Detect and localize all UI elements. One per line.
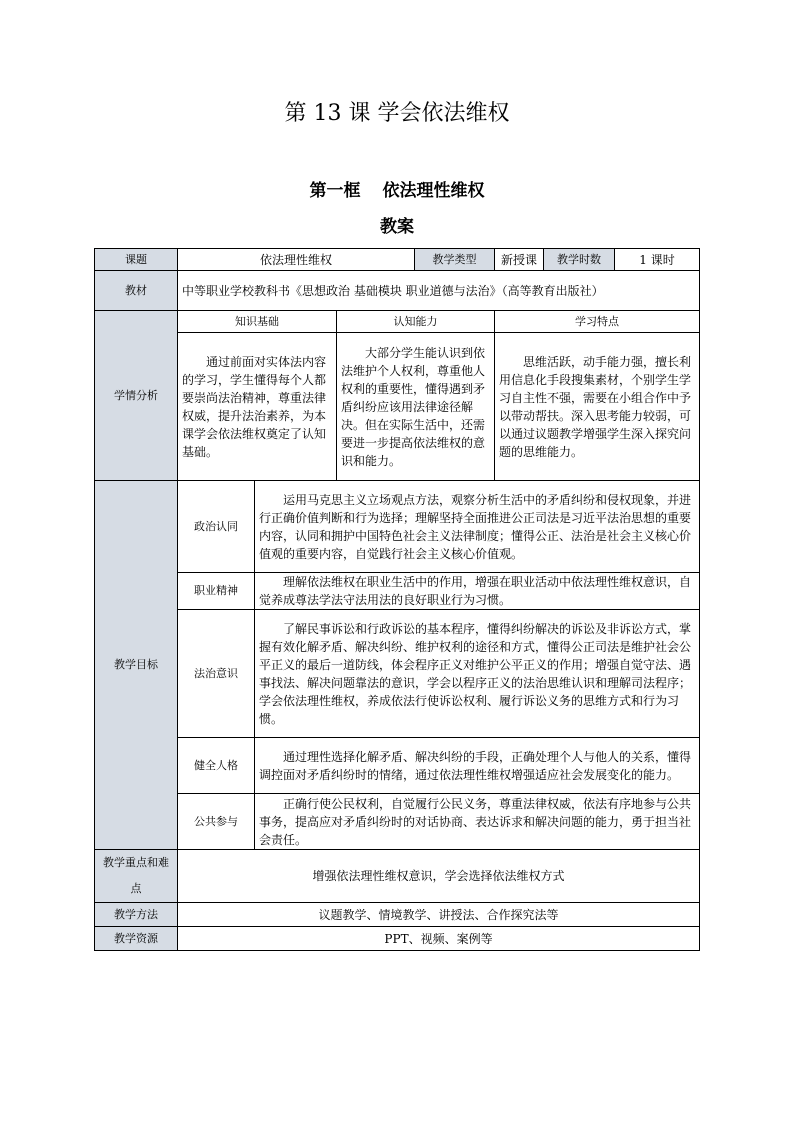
topic-value: 依法理性维权 [178,249,415,271]
frame-number: 第一框 [309,181,361,201]
key-points-value: 增强依法理性维权意识，学会选择依法维权方式 [178,850,700,903]
teaching-type-value: 新授课 [495,249,544,271]
goal-personality-name: 健全人格 [178,738,255,794]
analysis-cognition-text: 大部分学生能认识到依法维护个人权利，尊重他人权利的重要性，懂得遇到矛盾纠纷应该用法律途径解决。但在实际生活中，还需要进一步提高依法维权的意识和能力。 [337,333,495,481]
analysis-header-traits: 学习特点 [495,311,700,333]
key-points-label: 教学重点和难点 [95,850,178,903]
goals-label: 教学目标 [95,481,178,850]
goal-professional-text: 理解依法维权在职业生活中的作用，增强在职业活动中依法理性维权意识，自觉养成尊法学法守法用法的良好职业行为习惯。 [255,573,700,610]
goal-political-text: 运用马克思主义立场观点方法，观察分析生活中的矛盾纠纷和侵权现象，并进行正确价值判断和行为选择；理解坚持全面推进公正司法是习近平法治思想的重要内容，认同和拥护中国特色社会主义法律制度；懂得公正、法治是社会主义核心价值观的重要内容，自觉践行社会主义核心价值观。 [255,481,700,573]
analysis-traits-text: 思维活跃，动手能力强，擅长利用信息化手段搜集素材，个别学生学习自主性不强，需要在小组合作中予以带动帮扶。深入思考能力较弱，可以通过议题教学增强学生深入探究问题的思维能力。 [495,333,700,481]
goal-political-name: 政治认同 [178,481,255,573]
frame-heading [0,176,794,201]
goal-participation-text: 正确行使公民权利，自觉履行公民义务，尊重法律权威，依法有序地参与公共事务，提高应对矛盾纠纷时的对话协商、表达诉求和解决问题的能力，勇于担当社会责任。 [255,794,700,850]
teaching-hours-value: 1 课时 [615,249,700,271]
analysis-header-cognition: 认知能力 [337,311,495,333]
teaching-type-label: 教学类型 [415,249,495,271]
frame-title: 依法理性维权 [382,181,485,201]
resource-label: 教学资源 [95,927,178,951]
method-value: 议题教学、情境教学、讲授法、合作探究法等 [178,903,700,927]
goal-professional-name: 职业精神 [178,573,255,610]
analysis-header-knowledge: 知识基础 [178,311,337,333]
method-label: 教学方法 [95,903,178,927]
goal-legal-name: 法治意识 [178,610,255,738]
goal-participation-name: 公共参与 [178,794,255,850]
teaching-hours-label: 教学时数 [544,249,615,271]
analysis-knowledge-text: 通过前面对实体法内容的学习，学生懂得每个人都要崇尚法治精神，尊重法律权威，提升法治素养，为本课学会依法维权奠定了认知基础。 [178,333,337,481]
topic-label: 课题 [95,249,178,271]
document-type: 教案 [380,217,414,237]
lesson-plan-table [94,248,700,951]
resource-value: PPT、视频、案例等 [178,927,700,951]
lesson-title: 第 13 课 学会依法维权 [284,101,510,126]
textbook-value: 中等职业学校教科书《思想政治 基础模块 职业道德与法治》（高等教育出版社） [178,271,700,311]
goal-personality-text: 通过理性选择化解矛盾、解决纠纷的手段，正确处理个人与他人的关系，懂得调控面对矛盾纠纷时的情绪，通过依法理性维权增强适应社会发展变化的能力。 [255,738,700,794]
textbook-label: 教材 [95,271,178,311]
goal-legal-text: 了解民事诉讼和行政诉讼的基本程序，懂得纠纷解决的诉讼及非诉讼方式，掌握有效化解矛盾、解决纠纷、维护权利的途径和方式，懂得公正司法是维护社会公平正义的最后一道防线，体会程序正义对维护公平正义的作用；增强自觉守法、遇事找法、解决问题靠法的意识，学会以程序正义的法治思维认识和理解司法程序；学会依法理性维权，养成依法行使诉讼权利、履行诉讼义务的思维方式和行为习惯。 [255,610,700,738]
analysis-label: 学情分析 [95,311,178,481]
